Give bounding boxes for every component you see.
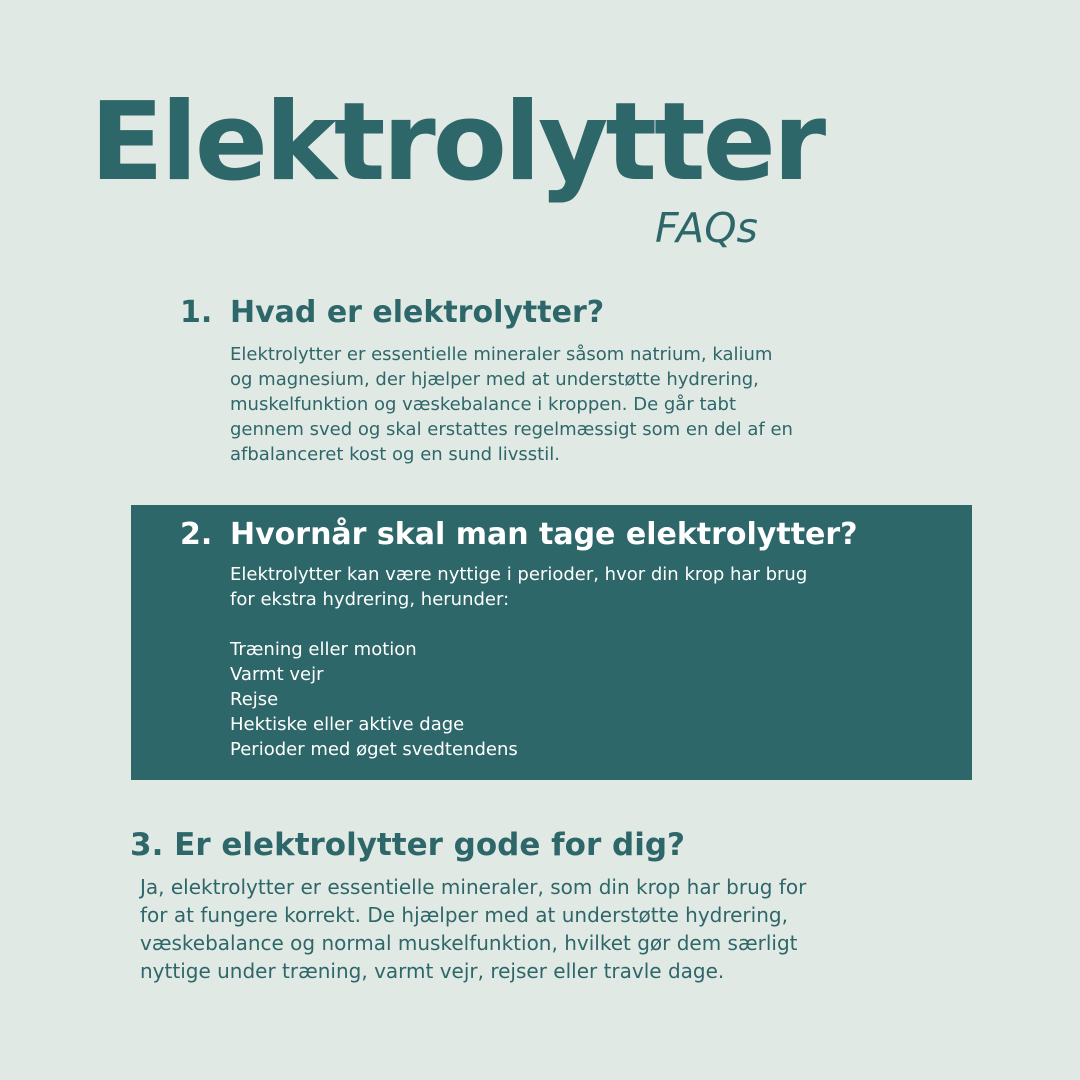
answer-line: gennem sved og skal erstattes regelmæssigt som en del af en: [230, 419, 793, 440]
list-item: Hektiske eller aktive dage: [230, 714, 465, 735]
answer-line: væskebalance og normal muskelfunktion, hvilket gør dem særligt: [140, 931, 798, 955]
answer-line: Ja, elektrolytter er essentielle mineraler, som din krop har brug for: [140, 875, 807, 899]
faq-question: 3. Er elektrolytter gode for dig?: [130, 827, 686, 863]
list-item: Perioder med øget svedtendens: [230, 739, 518, 760]
answer-line: Elektrolytter er essentielle mineraler såsom natrium, kalium: [230, 344, 773, 365]
spacer: [230, 612, 807, 637]
answer-line: for ekstra hydrering, herunder:: [230, 589, 510, 610]
answer-line: muskelfunktion og væskebalance i kroppen. De går tabt: [230, 394, 737, 415]
answer-line: nyttige under træning, varmt vejr, rejser eller travle dage.: [140, 959, 725, 983]
answer-line: for at fungere korrekt. De hjælper med at understøtte hydrering,: [140, 903, 788, 927]
answer-line: afbalanceret kost og en sund livsstil.: [230, 444, 560, 465]
list-item: Rejse: [230, 689, 279, 710]
faq-question: Hvornår skal man tage elektrolytter?: [230, 517, 858, 552]
faq-number: 1.: [180, 295, 213, 330]
answer-line: Elektrolytter kan være nyttige i perioder, hvor din krop har brug: [230, 564, 808, 585]
faq-answer: [230, 562, 807, 762]
list-item: Varmt vejr: [230, 664, 324, 685]
faq-answer: [140, 873, 806, 985]
faq-answer: [230, 342, 793, 467]
answer-line: og magnesium, der hjælper med at understøtte hydrering,: [230, 369, 759, 390]
faq-number: 2.: [180, 517, 213, 552]
list-item: Træning eller motion: [230, 639, 417, 660]
page-subtitle: FAQs: [655, 204, 758, 252]
faq-question: Hvad er elektrolytter?: [230, 295, 605, 330]
page-title: Elektrolytter: [90, 80, 824, 205]
